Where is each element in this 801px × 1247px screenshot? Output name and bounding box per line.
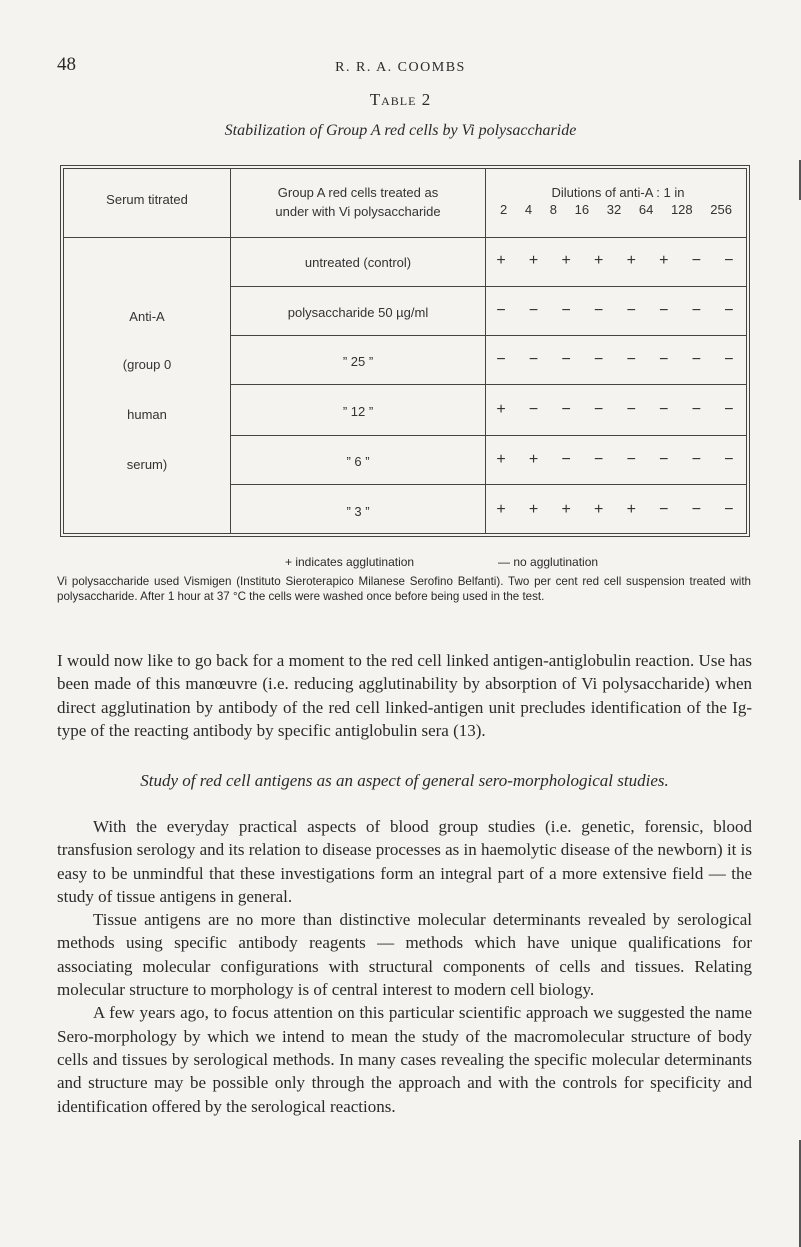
- row-rule: [230, 335, 747, 336]
- result-sign: −: [691, 451, 702, 468]
- result-sign: −: [626, 351, 636, 368]
- serum-line: serum): [126, 457, 168, 472]
- result-sign: −: [724, 451, 734, 468]
- col-header-dilutions: Dilutions of anti-A : 1 in: [551, 185, 685, 200]
- result-sign: −: [659, 351, 669, 368]
- result-sign: −: [659, 401, 669, 418]
- table-label: [0, 90, 801, 110]
- row-rule: [230, 384, 747, 385]
- legend-plus: + indicates agglutination: [285, 555, 415, 569]
- result-sign: +: [496, 252, 506, 269]
- row-rule: [230, 435, 747, 436]
- result-row: [490, 302, 740, 320]
- result-sign: +: [594, 252, 604, 269]
- result-sign: +: [528, 252, 539, 269]
- dilution-values: [500, 202, 732, 217]
- running-head: R. R. A. COOMBS: [335, 60, 466, 75]
- dilution-value: 2: [500, 202, 508, 217]
- result-sign: −: [561, 451, 571, 468]
- result-sign: −: [496, 302, 506, 319]
- header-rule: [63, 237, 747, 238]
- paragraph-text: A few years ago, to focus attention on this particular scientific approach we suggested the name Sero-morphology by which we intend to mean the study of the macromolecular structure of body cells and tissues by serological methods. In many cases revealing the specific molecular determinants and structure may be possible only through the approach and with the controls for specificity and identification offered by the serological reactions.: [57, 1003, 752, 1116]
- result-sign: −: [659, 501, 669, 518]
- result-sign: −: [626, 401, 636, 418]
- results-table: [60, 165, 750, 537]
- result-sign: −: [691, 252, 702, 269]
- result-sign: −: [691, 351, 702, 368]
- section-heading: Study of red cell antigens as an aspect of general sero-morphological studies.: [140, 771, 669, 790]
- col-header-treatment-line1: Group A red cells treated as: [277, 185, 439, 200]
- result-sign: −: [659, 302, 669, 319]
- result-sign: −: [594, 401, 604, 418]
- result-row: [490, 351, 740, 369]
- row-rule: [230, 484, 747, 485]
- treatment-cell: polysaccharide 50 µg/ml: [287, 305, 429, 320]
- page-number: 48: [57, 54, 76, 75]
- paragraph-text: Tissue antigens are no more than distinctive molecular determinants revealed by serological methods using specific antibody reagents — methods which have unique qualifications for associating molecular configurations with structural components of cells and tissues. Relating molecular structure to morphology is of central interest to modern cell biology.: [57, 910, 752, 1000]
- result-sign: +: [496, 451, 506, 468]
- result-sign: −: [724, 351, 734, 368]
- result-sign: −: [561, 302, 571, 319]
- result-sign: −: [724, 501, 734, 518]
- result-sign: +: [659, 252, 669, 269]
- column-divider: [485, 168, 486, 534]
- result-sign: +: [594, 501, 604, 518]
- result-sign: −: [594, 451, 604, 468]
- result-sign: +: [528, 501, 539, 518]
- dilution-value: 4: [524, 202, 533, 217]
- result-sign: +: [561, 501, 571, 518]
- result-sign: −: [528, 302, 539, 319]
- result-sign: −: [691, 501, 702, 518]
- col-header-serum: Serum titrated: [106, 192, 188, 207]
- result-sign: −: [724, 302, 734, 319]
- result-row: [490, 501, 740, 519]
- result-sign: −: [691, 401, 702, 418]
- result-row: [490, 401, 740, 419]
- result-sign: +: [626, 252, 636, 269]
- row-rule: [230, 286, 747, 287]
- col-header-treatment-line2: under with Vi polysaccharide: [275, 204, 441, 219]
- dilution-value: 16: [574, 202, 590, 217]
- dilution-value: 256: [710, 202, 732, 217]
- dilution-value: 32: [606, 202, 622, 217]
- result-sign: −: [724, 401, 734, 418]
- treatment-cell: ” 25 ”: [342, 354, 374, 369]
- serum-line: human: [127, 407, 167, 422]
- result-sign: +: [626, 501, 636, 518]
- treatment-cell: ” 3 ”: [346, 504, 370, 519]
- result-sign: −: [594, 302, 604, 319]
- legend-minus: — no agglutination: [498, 555, 599, 569]
- result-sign: −: [561, 401, 571, 418]
- result-sign: +: [496, 401, 506, 418]
- table-footnote: Vi polysaccharide used Vismigen (Instituto Sieroterapico Milanese Serofino Belfanti). Two per cent red cell suspension treated with polysaccharide. After 1 hour at 37 °C the cells were washed once before being used in the test.: [57, 575, 751, 603]
- column-divider: [230, 168, 231, 534]
- table-label-rest: able 2: [381, 90, 432, 109]
- result-sign: +: [528, 451, 539, 468]
- result-sign: −: [724, 252, 734, 269]
- paragraph-text: With the everyday practical aspects of blood group studies (i.e. genetic, forensic, blood transfusion serology and its relation to disease processes as in haemolytic disease of the newborn) it is easy to be unmindful that these investigations form an integral part of a more extensive field — the study of tissue antigens in general.: [57, 817, 752, 906]
- result-sign: −: [594, 351, 604, 368]
- paragraph-text: I would now like to go back for a moment to the red cell linked antigen-antiglobulin reaction. Use has been made of this manœuvre (i.e. reducing agglutinability by absorption of Vi polysaccharide) when direct agglutination by antibody of the red cell linked-antigen unit precludes identification of the Ig-type of the reacting antibody by specific antiglobulin sera (13).: [57, 651, 752, 740]
- table-caption: Stabilization of Group A red cells by Vi polysaccharide: [224, 122, 577, 139]
- dilution-value: 64: [638, 202, 654, 217]
- serum-line: (group 0: [122, 357, 172, 372]
- serum-line: Anti-A: [129, 309, 165, 324]
- result-sign: −: [528, 401, 539, 418]
- body-section: [57, 815, 752, 1118]
- result-sign: +: [496, 501, 506, 518]
- body-paragraph: [57, 649, 752, 742]
- treatment-cell: untreated (control): [304, 255, 412, 270]
- result-row: [490, 451, 740, 469]
- result-sign: +: [561, 252, 571, 269]
- result-sign: −: [496, 351, 506, 368]
- result-row: [490, 252, 740, 270]
- result-sign: −: [626, 451, 636, 468]
- result-sign: −: [659, 451, 669, 468]
- dilution-value: 8: [549, 202, 557, 217]
- result-sign: −: [691, 302, 702, 319]
- dilution-value: 128: [670, 202, 693, 217]
- table-label-prefix: T: [369, 90, 382, 109]
- result-sign: −: [561, 351, 571, 368]
- treatment-cell: ” 12 ”: [342, 404, 374, 419]
- result-sign: −: [528, 351, 539, 368]
- treatment-cell: ” 6 ”: [346, 454, 370, 469]
- result-sign: −: [626, 302, 636, 319]
